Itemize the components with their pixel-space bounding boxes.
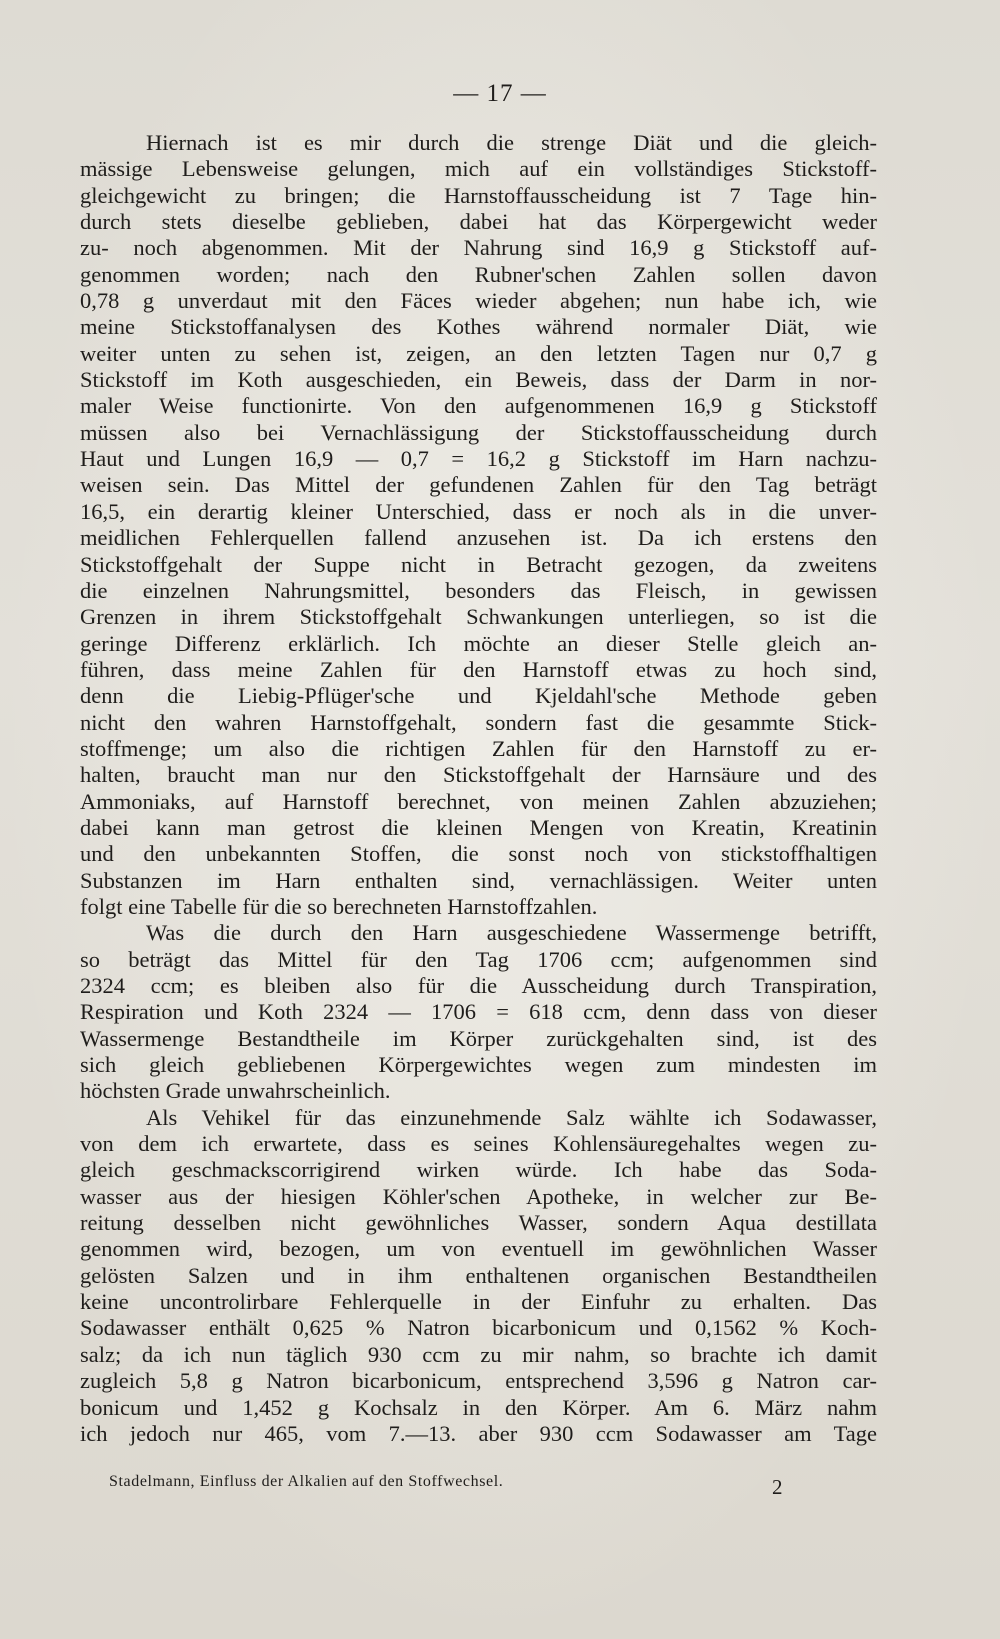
text-line: von dem ich erwartete, dass es seines Kohlensäuregehaltes wegen zu- bbox=[80, 1131, 877, 1157]
text-line: gleich geschmackscorrigirend wirken würde. Ich habe das Soda- bbox=[80, 1157, 877, 1183]
text-line: geringe Differenz erklärlich. Ich möchte an dieser Stelle gleich an- bbox=[80, 630, 877, 656]
text-line: 16,5, ein derartig kleiner Unterschied, dass er noch als in die unver- bbox=[80, 498, 877, 524]
page-number: — 17 — bbox=[453, 80, 547, 107]
text-line: höchsten Grade unwahrscheinlich. bbox=[80, 1078, 391, 1104]
text-line: meine Stickstoffanalysen des Kothes während normaler Diät, wie bbox=[80, 314, 877, 340]
text-line: sich gleich gebliebenen Körpergewichtes wegen zum mindesten im bbox=[80, 1052, 877, 1078]
text-line: dabei kann man getrost die kleinen Mengen von Kreatin, Kreatinin bbox=[80, 814, 877, 840]
text-line: genommen worden; nach den Rubner'schen Zahlen sollen davon bbox=[80, 261, 877, 287]
text-line: genommen wird, bezogen, um von eventuell im gewöhnlichen Wasser bbox=[80, 1236, 877, 1262]
text-line: Stickstoffgehalt der Suppe nicht in Betracht gezogen, da zweitens bbox=[80, 551, 877, 577]
body-text bbox=[80, 130, 877, 1447]
text-line: weiter unten zu sehen ist, zeigen, an den letzten Tagen nur 0,7 g bbox=[80, 340, 877, 366]
text-line: zu- noch abgenommen. Mit der Nahrung sind 16,9 g Stickstoff auf- bbox=[80, 235, 877, 261]
text-line: denn die Liebig-Pflüger'sche und Kjeldahl'sche Methode geben bbox=[80, 683, 877, 709]
text-line: weisen sein. Das Mittel der gefundenen Zahlen für den Tag beträgt bbox=[80, 472, 877, 498]
text-line: 0,78 g unverdaut mit den Fäces wieder abgehen; nun habe ich, wie bbox=[80, 288, 877, 314]
text-line: so beträgt das Mittel für den Tag 1706 ccm; aufgenommen sind bbox=[80, 946, 877, 972]
text-line: Grenzen in ihrem Stickstoffgehalt Schwankungen unterliegen, so ist die bbox=[80, 604, 877, 630]
text-line: mässige Lebensweise gelungen, mich auf ein vollständiges Stickstoff- bbox=[80, 156, 877, 182]
text-line: halten, braucht man nur den Stickstoffgehalt der Harnsäure und des bbox=[80, 762, 877, 788]
text-line: Als Vehikel für das einzunehmende Salz wählte ich Sodawasser, bbox=[146, 1104, 877, 1130]
text-line: und den unbekannten Stoffen, die sonst noch von stickstoffhaltigen bbox=[80, 841, 877, 867]
text-line: gelösten Salzen und in ihm enthaltenen organischen Bestandtheilen bbox=[80, 1262, 877, 1288]
text-line: Hiernach ist es mir durch die strenge Diät und die gleich- bbox=[146, 130, 877, 155]
text-line: salz; da ich nun täglich 930 ccm zu mir nahm, so brachte ich damit bbox=[80, 1341, 877, 1367]
text-line: 2324 ccm; es bleiben also für die Ausscheidung durch Transpiration, bbox=[80, 973, 877, 998]
text-line: zugleich 5,8 g Natron bicarbonicum, entsprechend 3,596 g Natron car- bbox=[80, 1368, 877, 1394]
text-line: folgt eine Tabelle für die so berechneten Harnstoffzahlen. bbox=[80, 893, 598, 919]
text-line: Respiration und Koth 2324 — 1706 = 618 ccm, denn dass von dieser bbox=[80, 999, 877, 1025]
text-line: Ammoniaks, auf Harnstoff berechnet, von meinen Zahlen abzuziehen; bbox=[80, 788, 877, 814]
text-line: führen, dass meine Zahlen für den Harnstoff etwas zu hoch sind, bbox=[80, 656, 877, 682]
text-line: maler Weise functionirte. Von den aufgenommenen 16,9 g Stickstoff bbox=[80, 393, 877, 419]
text-line: gleichgewicht zu bringen; die Harnstoffausscheidung ist 7 Tage hin- bbox=[80, 182, 877, 208]
text-line: reitung desselben nicht gewöhnliches Wasser, sondern Aqua destillata bbox=[80, 1210, 877, 1236]
text-line: Substanzen im Harn enthalten sind, vernachlässigen. Weiter unten bbox=[80, 867, 877, 893]
text-line: Haut und Lungen 16,9 — 0,7 = 16,2 g Stickstoff im Harn nachzu- bbox=[80, 446, 877, 472]
text-line: Sodawasser enthält 0,625 % Natron bicarbonicum und 0,1562 % Koch- bbox=[80, 1315, 877, 1341]
text-line: nicht den wahren Harnstoffgehalt, sondern fast die gesammte Stick- bbox=[80, 709, 877, 735]
text-line: Stickstoff im Koth ausgeschieden, ein Beweis, dass der Darm in nor- bbox=[80, 367, 877, 393]
text-line: müssen also bei Vernachlässigung der Stickstoffausscheidung durch bbox=[80, 419, 877, 445]
text-line: wasser aus der hiesigen Köhler'schen Apotheke, in welcher zur Be- bbox=[80, 1183, 877, 1209]
text-line: ich jedoch nur 465, vom 7.—13. aber 930 ccm Sodawasser am Tage bbox=[80, 1420, 877, 1446]
text-line: Wassermenge Bestandtheile im Körper zurückgehalten sind, ist des bbox=[80, 1025, 877, 1051]
footer-running-title: Stadelmann, Einfluss der Alkalien auf den Stoffwechsel. bbox=[109, 1473, 504, 1490]
text-line: durch stets dieselbe geblieben, dabei hat das Körpergewicht weder bbox=[80, 209, 877, 235]
text-line: bonicum und 1,452 g Kochsalz in den Körper. Am 6. März nahm bbox=[80, 1394, 877, 1420]
text-line: keine uncontrolirbare Fehlerquelle in der Einfuhr zu erhalten. Das bbox=[80, 1289, 877, 1315]
text-line: Was die durch den Harn ausgeschiedene Wassermenge betrifft, bbox=[146, 920, 877, 946]
text-line: meidlichen Fehlerquellen fallend anzusehen ist. Da ich erstens den bbox=[80, 525, 877, 551]
text-line: die einzelnen Nahrungsmittel, besonders das Fleisch, in gewissen bbox=[80, 577, 877, 603]
signature-mark: 2 bbox=[772, 1475, 783, 1499]
text-line: stoffmenge; um also die richtigen Zahlen für den Harnstoff zu er- bbox=[80, 735, 877, 761]
